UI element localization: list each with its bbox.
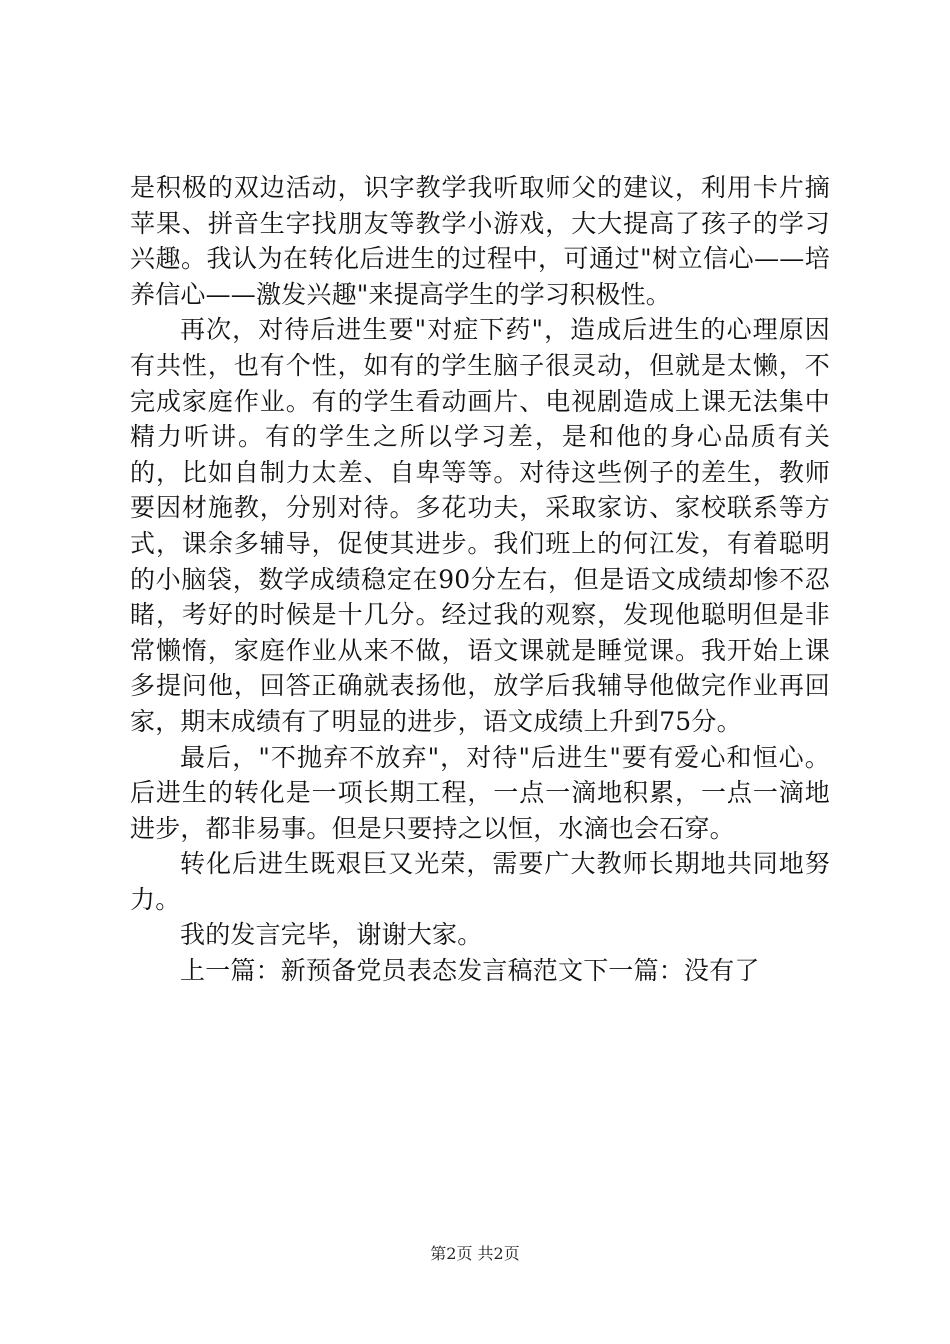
document-body — [130, 170, 830, 989]
paragraph-closing: 我的发言完毕，谢谢大家。 — [180, 920, 483, 950]
paragraph-targeted-teaching: 再次，对待后进生要"对症下药"，造成后进生的心理原因有共性，也有个性，如有的学生脑子很灵动，但就是太懒，不完成家庭作业。有的学生看动画片、电视剧造成上课无法集中精力听讲。有的学生之所以学习差，是和他的身心品质有关的，比如自制力太差、自卑等等。对待这些例子的差生，教师要因材施教，分别对待。多花功夫，采取家访、家校联系等方式，课余多辅导，促使其进步。我们班上的何江发，有着聪明的小脑袋，数学成绩稳定在90分左右，但是语文成绩却惨不忍睹，考好的时候是十几分。经过我的观察，发现他聪明但是非常懒惰，家庭作业从来不做，语文课就是睡觉课。我开始上课多提问他，回答正确就表扬他，放学后我辅导他做完作业再回家，期末成绩有了明显的进步，语文成绩上升到75分。 — [130, 315, 830, 736]
paragraph-continued: 是积极的双边活动，识字教学我听取师父的建议，利用卡片摘苹果、拼音生字找朋友等教学小游戏，大大提高了孩子的学习兴趣。我认为在转化后进生的过程中，可通过"树立信心——培养信心——激发兴趣"来提高学生的学习积极性。 — [130, 173, 830, 309]
page-number-footer: 第2页 共2页 — [430, 1244, 520, 1263]
paragraph-never-give-up: 最后，"不抛弃不放弃"，对待"后进生"要有爱心和恒心。后进生的转化是一项长期工程，一点一滴地积累，一点一滴地进步，都非易事。但是只要持之以恒，水滴也会石穿。 — [130, 742, 830, 843]
prev-next-navigation[interactable]: 上一篇：新预备党员表态发言稿范文下一篇：没有了 — [180, 956, 760, 986]
paragraph-conclusion: 转化后进生既艰巨又光荣，需要广大教师长期地共同地努力。 — [130, 849, 830, 914]
